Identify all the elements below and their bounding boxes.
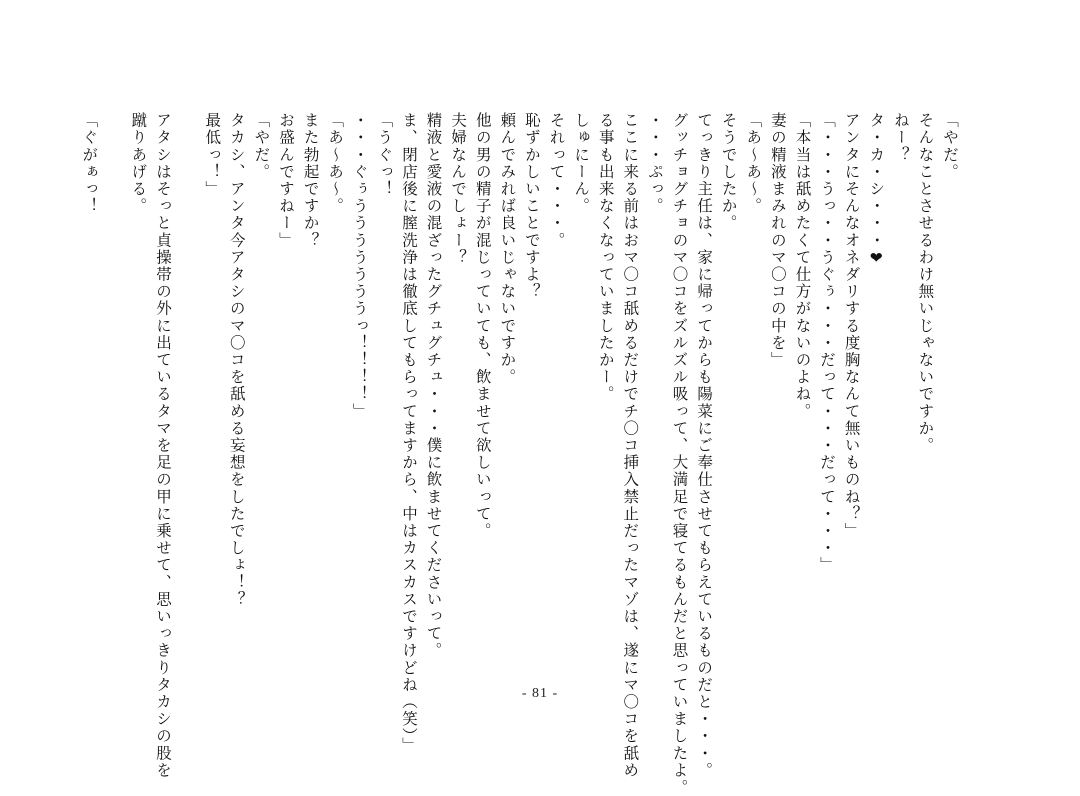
text-line: それって・・・。 [547,112,566,249]
text-line: ・・・ぷっ。 [645,112,664,215]
text-line: タ・カ・シ・・・❤ [867,112,886,269]
text-line: タカシ、アンタ今アタシのマ〇コを舐める妄想をしたでしょ！？ [227,112,246,608]
text-line: お盛んですねー」 [276,112,295,249]
text-line: 妻の精液まみれのマ〇コの中を」 [768,112,787,369]
text-line: 「あ〜あ〜。 [744,112,763,215]
text-line: る事も出来なくなっていましたかー。 [596,112,615,403]
text-line: そうでしたか。 [719,112,738,232]
text-line: 「本当は舐めたくて仕方がないのよね。 [793,112,812,420]
text-line: しゅにーん。 [572,112,591,215]
text-line: 「やだ。 [252,112,271,181]
text-line: 他の男の精子が混じっていても、飲ませて欲しいって。 [473,112,492,540]
text-line: 「・・・うっ・・うぐぅ・・・だって・・・だって・・・」 [818,112,837,574]
text-line: 「やだ。 [941,112,959,181]
text-line: 「うぐっ！ [375,112,394,198]
text-line: 蹴りあげる。 [129,112,148,215]
text-line: 「ぐがぁっ！ [80,112,99,215]
text-line: アンタにそんなオネダリする度胸なんて無いものね？」 [842,112,861,540]
text-line: 最低っ！」 [203,112,222,198]
text-line: ここに来る前はおマ〇コ舐めるだけでチ〇コ挿入禁止だったマゾは、遂にマ〇コを舐め [621,112,640,779]
text-line: ま、閉店後に膣洗浄は徹底してもらってますから、中はカスカスですけどね（笑）」 [399,112,418,755]
text-line [175,112,200,672]
text-line: そんなことさせるわけ無いじゃないですか。 [916,112,935,454]
text-line: グッチョグチョのマ〇コをズルズル吸って、大満足で寝てるもんだと思っていましたよ。 [670,112,689,796]
text-line: また勃起ですか？ [301,112,320,249]
text-line: てっきり主任は、家に帰ってからも陽菜にご奉仕させてもらえているものだと・・・。 [695,112,714,779]
text-line: 恥ずかしいことですよ？ [522,112,541,301]
text-line: 「あ〜あ〜。 [326,112,345,215]
text-line: 精液と愛液の混ざったグチュグチュ・・・僕に飲ませてくださいって。 [424,112,443,660]
page-number: - 81 - [521,686,559,701]
text-line: アタシはそっと貞操帯の外に出ているタマを足の甲に乗せて、思いっきりタカシの股を [154,112,172,779]
text-line: 夫婦なんでしょー？ [449,112,468,266]
text-line: ・・・ぐぅうううううううっ！！！！」 [350,112,369,420]
text-line [101,112,126,672]
text-line: 頼んでみれば良いじゃないですか。 [498,112,517,386]
text-line: ねー？ [891,112,910,164]
